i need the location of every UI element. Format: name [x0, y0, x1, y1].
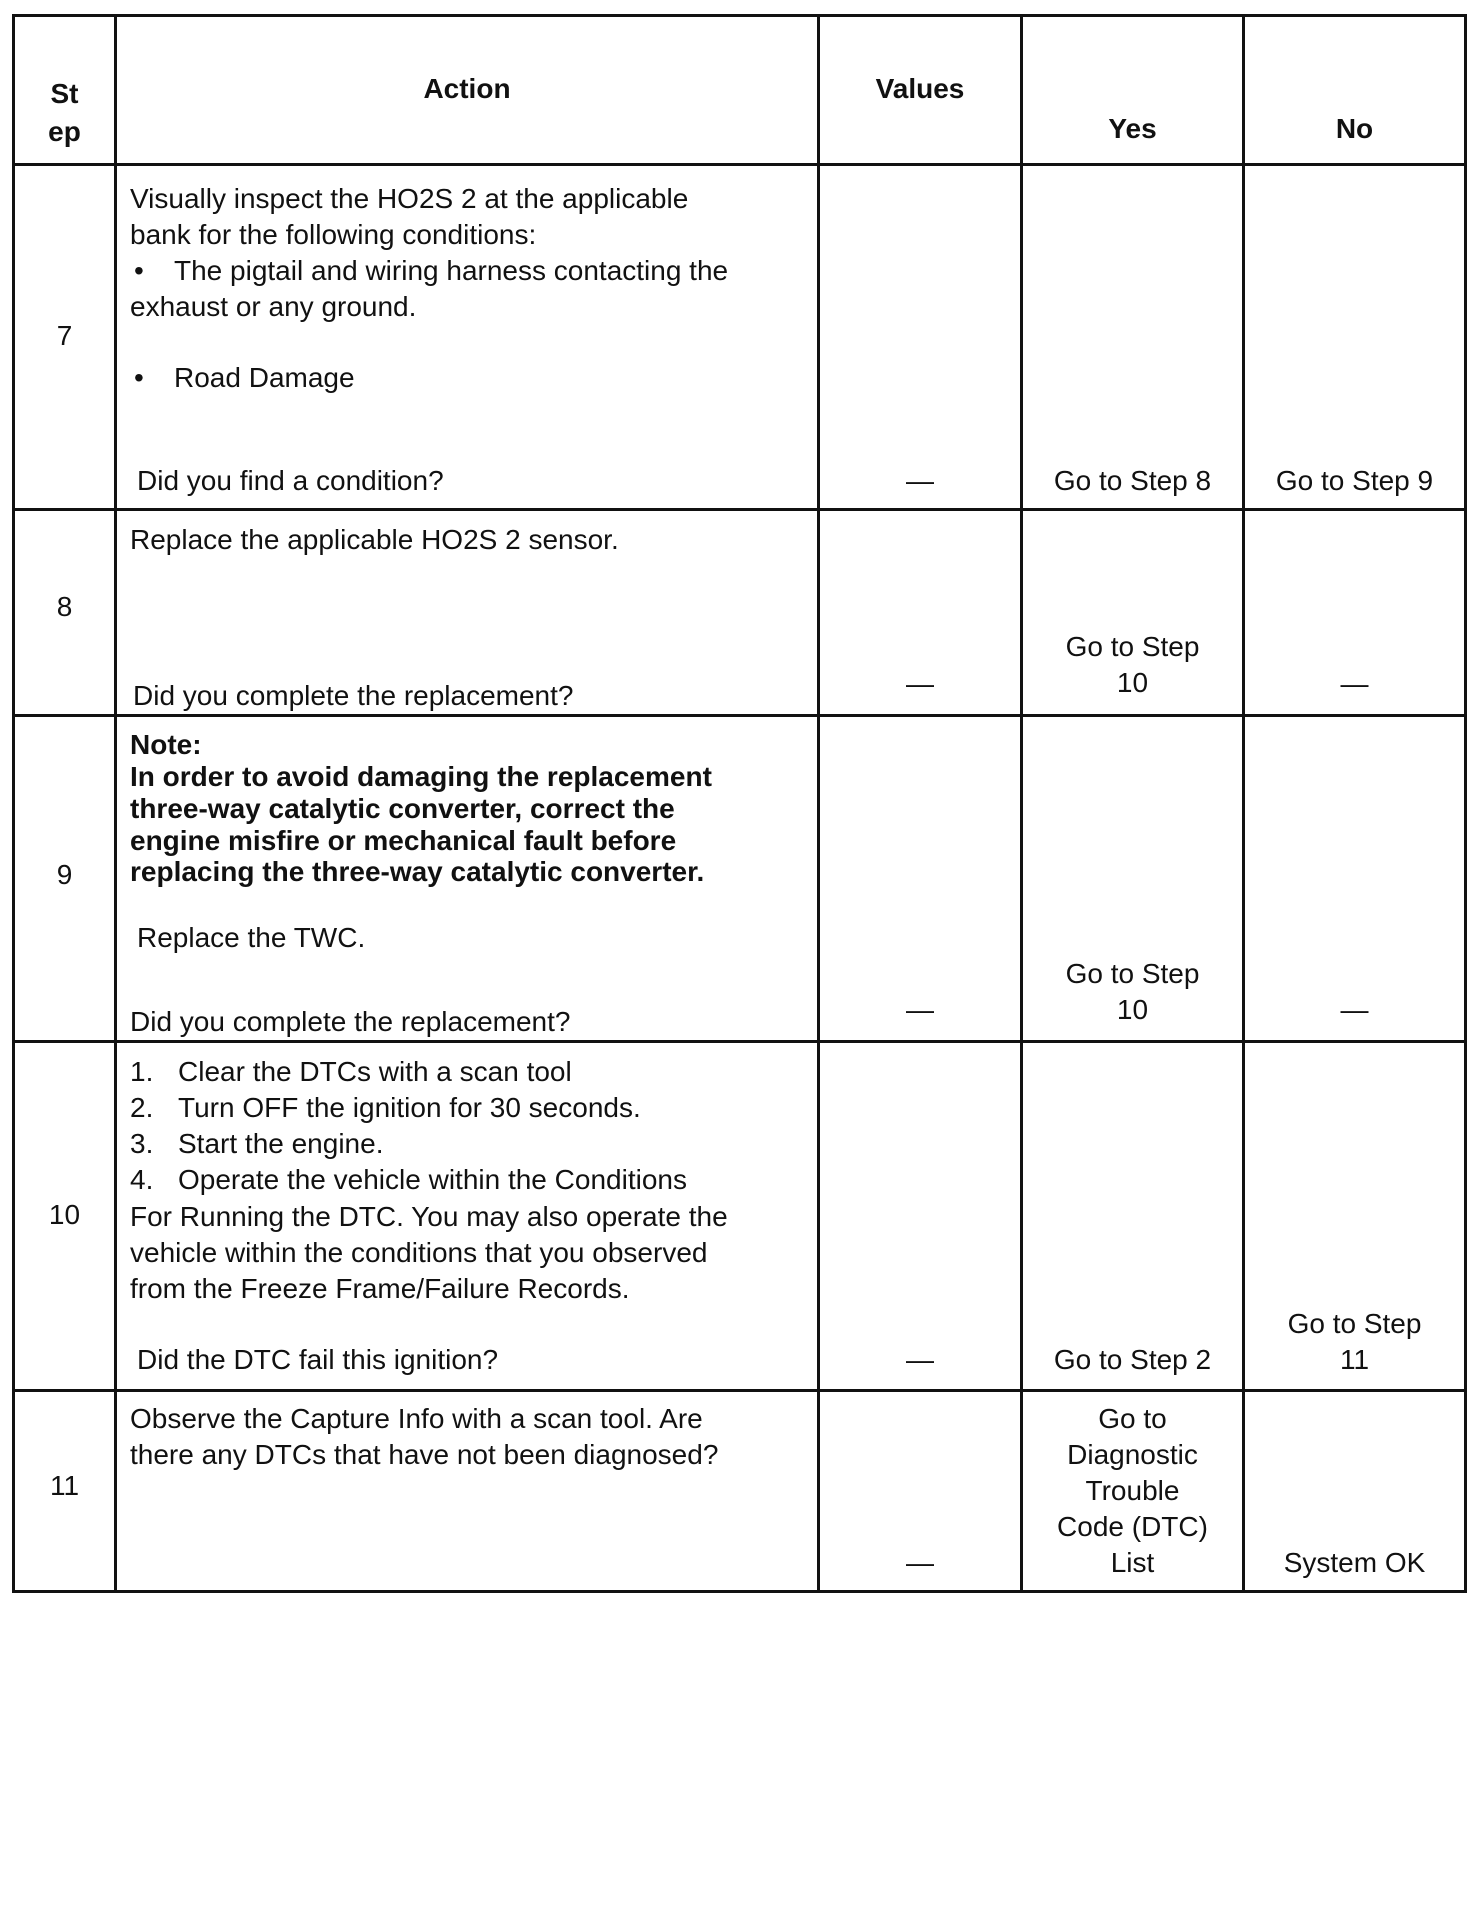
numbered-item: 2. Turn OFF the ignition for 30 seconds.	[130, 1092, 641, 1123]
step-cell	[14, 1391, 116, 1592]
values-cell	[819, 1042, 1022, 1391]
action-line: Replace the applicable HO2S 2 sensor.	[130, 524, 619, 555]
header-step-line2: ep	[48, 116, 81, 147]
yes-value-line1: Go to Step	[1065, 631, 1200, 662]
table-row	[14, 1391, 1466, 1592]
action-line: there any DTCs that have not been diagnosed?	[130, 1439, 719, 1470]
numbered-item: 4. Operate the vehicle within the Conditions	[130, 1164, 687, 1195]
table-row	[14, 165, 1466, 510]
action-cell	[116, 1042, 819, 1391]
values-value: —	[906, 465, 934, 496]
action-cell	[116, 510, 819, 716]
yes-value-line: Diagnostic	[1067, 1439, 1198, 1470]
step-cell	[14, 716, 116, 1042]
no-cell	[1244, 1042, 1466, 1391]
values-value: —	[906, 1547, 934, 1578]
values-value: —	[906, 668, 934, 699]
step-cell	[14, 165, 116, 510]
yes-value-line1: Go to Step	[1065, 958, 1200, 989]
note-label: Note:	[130, 729, 202, 760]
no-value: Go to Step 9	[1275, 465, 1434, 496]
yes-value-line: Trouble	[1085, 1475, 1180, 1506]
header-step	[14, 16, 116, 165]
action-line: vehicle within the conditions that you observed	[130, 1237, 708, 1268]
step-number: 7	[56, 320, 73, 351]
note-line: replacing the three-way catalytic converter.	[130, 856, 705, 887]
diagnostic-table	[12, 14, 1467, 1593]
yes-cell	[1022, 716, 1244, 1042]
numbered-item: 3. Start the engine.	[130, 1128, 384, 1159]
no-cell	[1244, 716, 1466, 1042]
step-number: 9	[56, 859, 73, 890]
values-cell	[819, 716, 1022, 1042]
action-line: exhaust or any ground.	[130, 291, 417, 322]
action-cell	[116, 1391, 819, 1592]
values-cell	[819, 510, 1022, 716]
no-value: —	[1340, 994, 1369, 1025]
action-cell	[116, 165, 819, 510]
yes-value: Go to Step 2	[1053, 1344, 1212, 1375]
numbered-item: 1. Clear the DTCs with a scan tool	[130, 1056, 572, 1087]
action-cell	[116, 716, 819, 1042]
header-action: Action	[116, 16, 819, 165]
values-cell	[819, 1391, 1022, 1592]
bullet-item: • Road Damage	[130, 355, 355, 400]
note-line: In order to avoid damaging the replacement	[130, 761, 712, 792]
action-question: Did you find a condition?	[137, 465, 444, 496]
yes-value-line: List	[1110, 1547, 1155, 1578]
yes-value-line2: 10	[1116, 994, 1149, 1025]
action-question: Did you complete the replacement?	[130, 1006, 571, 1037]
step-number: 11	[49, 1470, 80, 1501]
no-cell	[1244, 510, 1466, 716]
step-cell	[14, 1042, 116, 1391]
header-step-line1: St	[50, 78, 79, 109]
no-value-line1: Go to Step	[1287, 1308, 1422, 1339]
action-question: Did you complete the replacement?	[133, 680, 574, 711]
header-values: Values	[819, 16, 1022, 165]
bullet-item: • The pigtail and wiring harness contacting the	[130, 248, 728, 293]
action-line: Visually inspect the HO2S 2 at the applicable	[130, 183, 689, 214]
yes-value-line: Go to	[1098, 1403, 1167, 1434]
action-line: bank for the following conditions:	[130, 219, 537, 250]
step-number: 10	[48, 1199, 81, 1230]
note-line: engine misfire or mechanical fault before	[130, 825, 677, 856]
header-row	[14, 16, 1466, 165]
values-value: —	[906, 1344, 934, 1375]
action-question: Did the DTC fail this ignition?	[137, 1344, 499, 1375]
bullet-icon: •	[134, 255, 144, 286]
table-row	[14, 1042, 1466, 1391]
yes-cell	[1022, 1042, 1244, 1391]
yes-value: Go to Step 8	[1053, 465, 1212, 496]
action-line: Observe the Capture Info with a scan tool. Are	[130, 1403, 703, 1434]
header-no: No	[1244, 16, 1466, 165]
no-cell	[1244, 1391, 1466, 1592]
action-line: For Running the DTC. You may also operate the	[130, 1201, 728, 1232]
step-cell	[14, 510, 116, 716]
yes-cell	[1022, 165, 1244, 510]
step-number: 8	[56, 591, 73, 622]
bullet-icon: •	[134, 362, 144, 393]
table-row	[14, 510, 1466, 716]
yes-value-line2: 10	[1116, 667, 1149, 698]
no-value-line2: 11	[1339, 1344, 1370, 1375]
values-cell	[819, 165, 1022, 510]
action-line: from the Freeze Frame/Failure Records.	[130, 1273, 630, 1304]
yes-cell	[1022, 1391, 1244, 1592]
yes-cell	[1022, 510, 1244, 716]
no-value: —	[1340, 668, 1369, 699]
no-cell	[1244, 165, 1466, 510]
values-value: —	[906, 994, 934, 1025]
no-value: System OK	[1283, 1547, 1426, 1578]
yes-value-line: Code (DTC)	[1057, 1511, 1208, 1542]
header-yes: Yes	[1022, 16, 1244, 165]
table-row	[14, 716, 1466, 1042]
action-line: Replace the TWC.	[137, 922, 366, 953]
note-line: three-way catalytic converter, correct the	[130, 793, 675, 824]
